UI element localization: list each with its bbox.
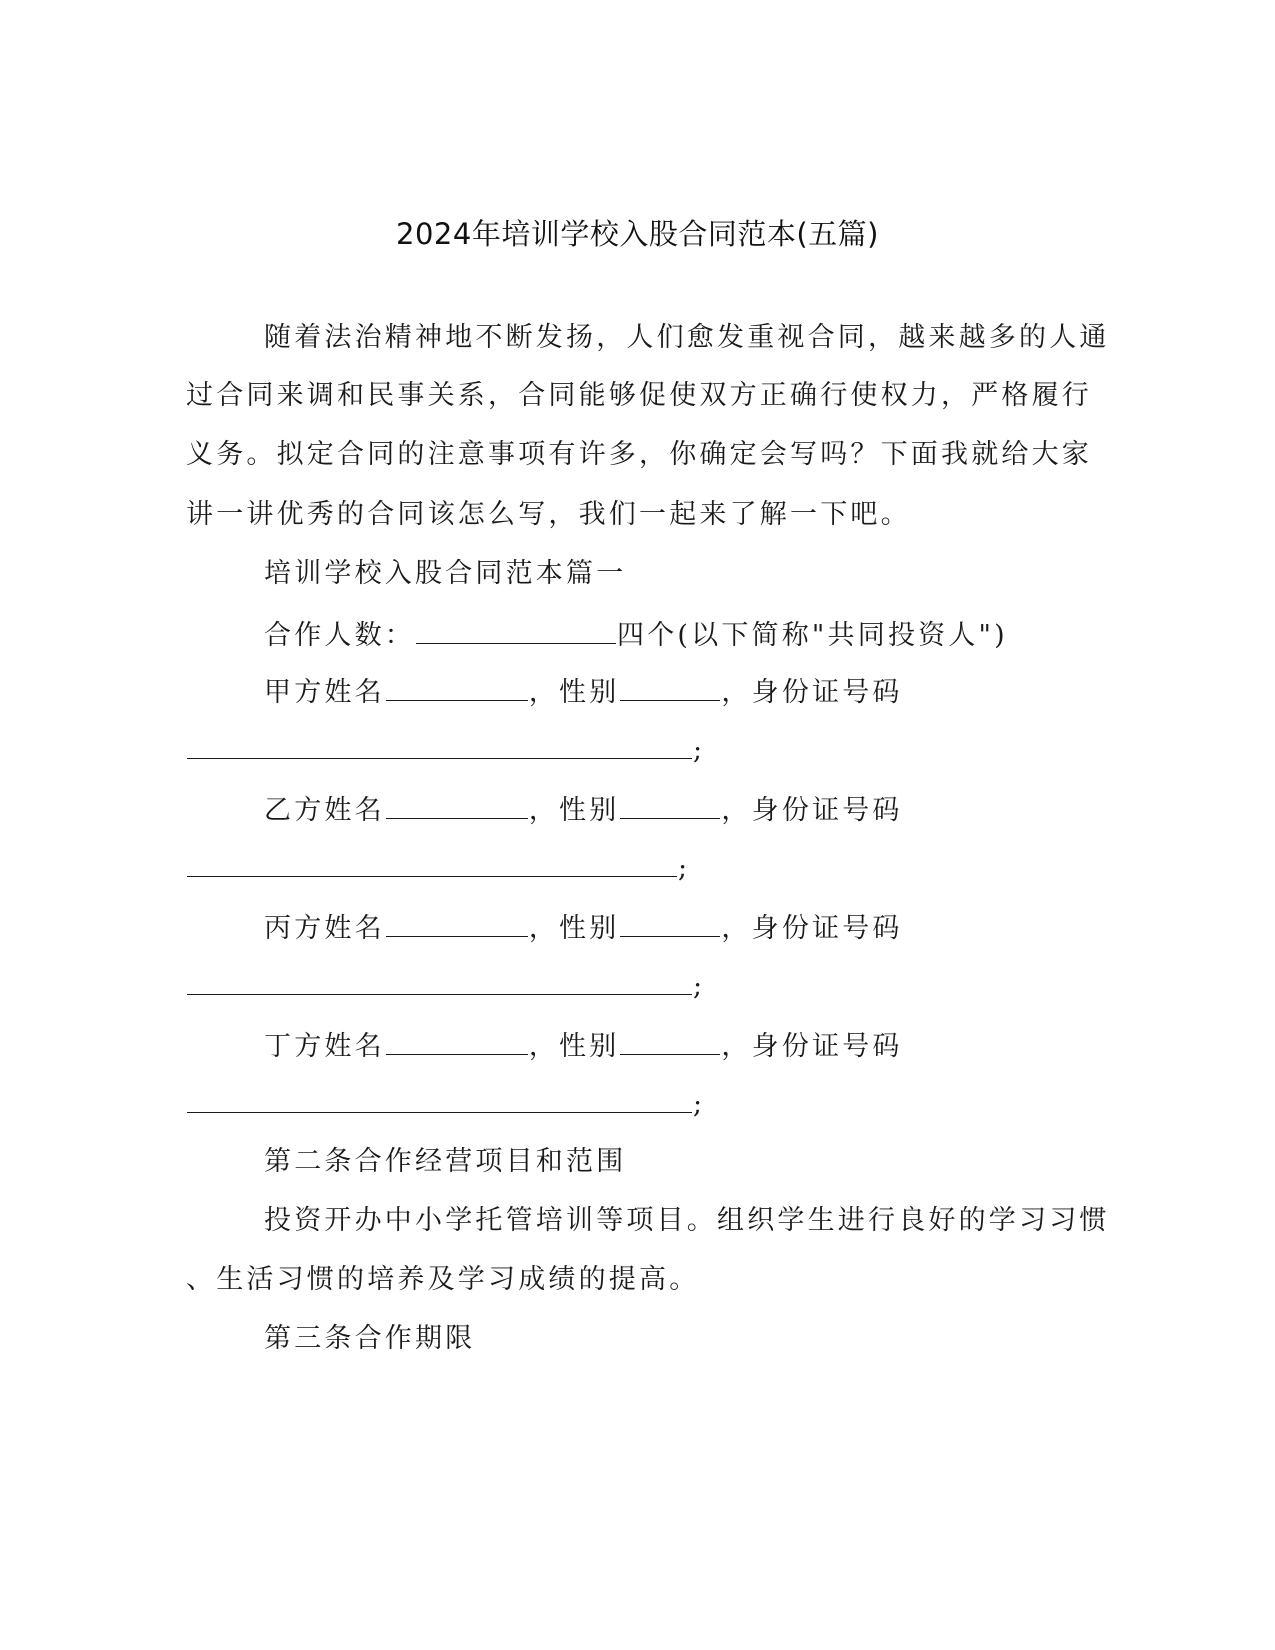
party-b-name-blank[interactable] xyxy=(386,788,528,819)
intro-line-2: 过合同来调和民事关系，合同能够促使双方正确行使权力，严格履行 xyxy=(186,380,1092,411)
party-d-name-label: 丁方姓名 xyxy=(264,1031,385,1062)
party-d-gender-blank[interactable] xyxy=(620,1024,720,1055)
party-a-name-label: 甲方姓名 xyxy=(264,677,385,708)
party-a-end: ; xyxy=(693,735,706,766)
party-b-gender-label: ，性别 xyxy=(528,795,620,826)
party-b-id-line xyxy=(186,846,1086,889)
party-c-id-label: ，身份证号码 xyxy=(721,913,903,944)
party-b-id-label: ，身份证号码 xyxy=(721,795,903,826)
party-a-line xyxy=(264,670,1164,713)
party-a-name-blank[interactable] xyxy=(386,670,528,701)
party-a-gender-label: ，性别 xyxy=(528,677,620,708)
party-b-end: ; xyxy=(678,853,691,884)
party-d-gender-label: ，性别 xyxy=(528,1031,620,1062)
party-a-id-label: ，身份证号码 xyxy=(721,677,903,708)
party-d-end: ; xyxy=(693,1089,706,1120)
party-c-line xyxy=(264,906,1164,949)
party-c-id-line xyxy=(186,964,1086,1007)
intro-line-3: 义务。拟定合同的注意事项有许多，你确定会写吗？下面我就给大家 xyxy=(186,439,1092,470)
article-2-heading: 第二条合作经营项目和范围 xyxy=(264,1146,627,1177)
intro-line-4: 讲一讲优秀的合同该怎么写，我们一起来了解一下吧。 xyxy=(186,499,911,530)
partners-label: 合作人数： xyxy=(264,620,415,651)
party-c-gender-blank[interactable] xyxy=(620,906,720,937)
party-d-id-label: ，身份证号码 xyxy=(721,1031,903,1062)
article-2-body-line-1: 投资开办中小学托管培训等项目。组织学生进行良好的学习习惯 xyxy=(264,1205,1110,1236)
party-a-id-blank[interactable] xyxy=(187,728,692,759)
party-d-id-blank[interactable] xyxy=(187,1082,692,1113)
party-b-id-blank[interactable] xyxy=(187,846,677,877)
article-3-heading: 第三条合作期限 xyxy=(264,1323,476,1354)
party-c-name-blank[interactable] xyxy=(386,906,528,937)
party-d-id-line xyxy=(186,1082,1086,1125)
party-c-gender-label: ，性别 xyxy=(528,913,620,944)
partners-suffix: 四个(以下简称"共同投资人") xyxy=(617,620,1008,651)
intro-line-1: 随着法治精神地不断发扬，人们愈发重视合同，越来越多的人通 xyxy=(264,322,1110,353)
party-c-id-blank[interactable] xyxy=(187,964,692,995)
section-heading: 培训学校入股合同范本篇一 xyxy=(264,558,627,589)
party-a-gender-blank[interactable] xyxy=(620,670,720,701)
document-title: 2024年培训学校入股合同范本(五篇) xyxy=(396,217,879,251)
party-d-name-blank[interactable] xyxy=(386,1024,528,1055)
partners-line xyxy=(264,613,1164,656)
party-c-name-label: 丙方姓名 xyxy=(264,913,385,944)
article-2-body-line-2: 、生活习惯的培养及学习成绩的提高。 xyxy=(186,1264,700,1295)
party-b-gender-blank[interactable] xyxy=(620,788,720,819)
party-a-id-line xyxy=(186,728,1086,771)
party-b-name-label: 乙方姓名 xyxy=(264,795,385,826)
party-d-line xyxy=(264,1024,1164,1067)
partners-count-blank[interactable] xyxy=(416,613,616,644)
party-b-line xyxy=(264,788,1164,831)
party-c-end: ; xyxy=(693,971,706,1002)
